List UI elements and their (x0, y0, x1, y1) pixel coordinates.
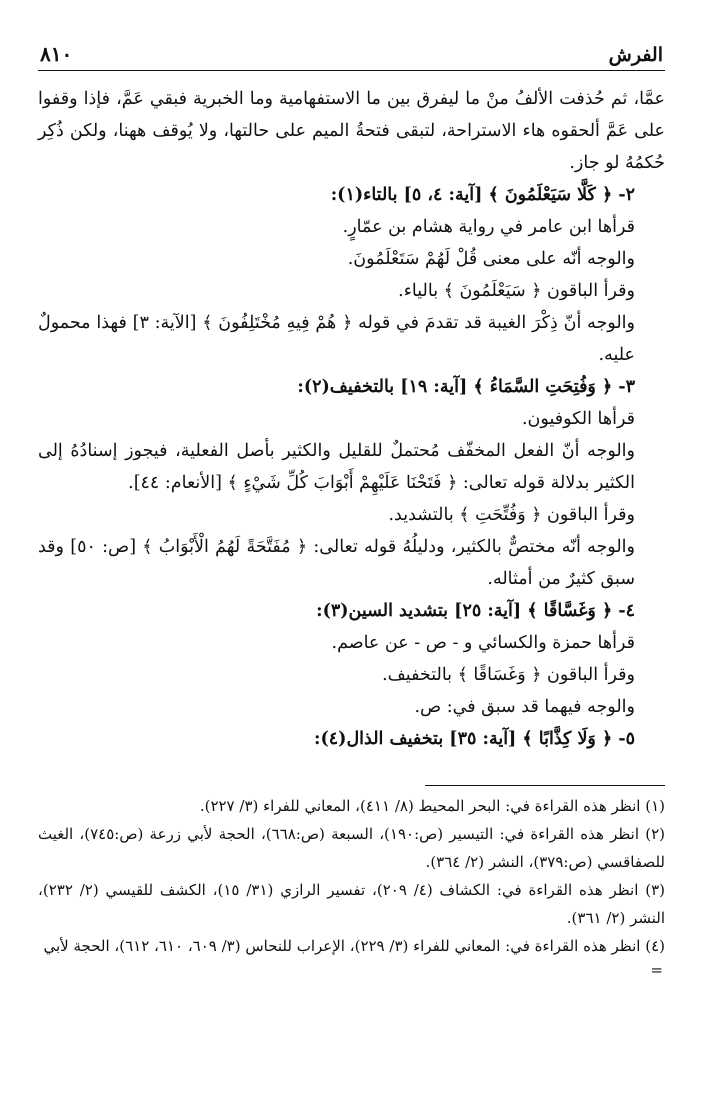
paragraph: وقرأ الباقون ﴿ وَغَسَاقًا ﴾ بالتخفيف. (382, 665, 635, 685)
paragraph: والوجه أنّه مختصٌّ بالكثير، ودليلُهُ قوله تعالى: ﴿ مُفَتَّحَةً لَهُمُ الْأَبْوَابُ ﴾ [ص: ٥٠] وقد سبق كثيرٌ من أمثاله. (38, 537, 635, 589)
paragraph: والوجه فيهما قد سبق في: ص. (414, 697, 635, 717)
continuation-mark: = (650, 961, 663, 979)
page-number: ٨١٠ (40, 42, 73, 66)
paragraph: قرأها حمزة والكسائي و - ص - عن عاصم. (331, 633, 635, 653)
paragraph-intro: عمَّا، ثم حُذفت الألفُ منْ ما ليفرق بين ما الاستفهامية وما الخبرية فبقي عَمَّ، فإذا وقفوا على عَمَّ ألحقوه هاء الاستراحة، لتبقى فتحةُ الميم على حالتها، ولا يُوقف ههنا، ولكن ذُكِر حُكمُهُ لو جاز. (38, 89, 665, 173)
paragraph: وقرأ الباقون ﴿ وَفُتِّحَتِ ﴾ بالتشديد. (388, 505, 635, 525)
footnote-rule (425, 785, 665, 786)
paragraph: والوجه أنّه على معنى قُلْ لَهُمْ سَتَعْلَمُونَ. (347, 249, 635, 269)
paragraph: وقرأ الباقون ﴿ سَيَعْلَمُونَ ﴾ بالياء. (398, 281, 635, 301)
main-text (38, 83, 665, 755)
footnote-1: (١) انظر هذه القراءة في: البحر المحيط (٨/ ٤١١)، المعاني للفراء (٣/ ٢٢٧). (199, 797, 665, 815)
paragraph: قرأها ابن عامر في رواية هشام بن عمّارٍ. (342, 217, 635, 237)
footnote-3: (٣) انظر هذه القراءة في: الكشاف (٤/ ٢٠٩)، تفسير الرازي (٣١/ ١٥)، الكشف للقيسي (٢/ ٢٣٢)، النشر (٢/ ٣٦١). (38, 881, 666, 927)
footnotes (38, 785, 665, 980)
paragraph: والوجه أنّ ذِكْرَ الغيبة قد تقدمَ في قوله ﴿ هُمْ فِيهِ مُخْتَلِفُونَ ﴾ [الآية: ٣] فهذا محمولٌ عليه. (38, 313, 635, 365)
footnote-4: (٤) انظر هذه القراءة في: المعاني للفراء (٣/ ٢٢٩)، الإعراب للنحاس (٣/ ٦٠٩، ٦١٠، ٦١٢)، الحجة لأبي (43, 937, 665, 955)
reading-item-5: ٥- ﴿ وَلَا كِذَّابًا ﴾ [آية: ٣٥] بتخفيف الذال(٤): (314, 729, 635, 749)
reading-item-2: ٢- ﴿ كَلَّا سَيَعْلَمُونَ ﴾ [آية: ٤، ٥] بالتاء(١): (330, 185, 635, 205)
paragraph: والوجه أنّ الفعل المخفّف مُحتملٌ للقليل والكثير بأصل الفعلية، فيجوز إسنادُهُ إلى الكثير بدلالة قوله تعالى: ﴿ فَتَحْنَا عَلَيْهِمْ أَبْوَابَ كُلِّ شَيْءٍ ﴾ [الأنعام: ٤٤]. (38, 441, 635, 493)
page-header (38, 42, 665, 71)
running-title: الفرش (608, 44, 663, 66)
footnote-2: (٢) انظر هذه القراءة في: التيسير (ص:١٩٠)، السبعة (ص:٦٦٨)، الحجة لأبي زرعة (ص:٧٤٥)، الغيث للصفاقسي (ص:٣٧٩)، النشر (٢/ ٣٦٤). (38, 825, 665, 871)
reading-item-4: ٤- ﴿ وَغَسَّاقًا ﴾ [آية: ٢٥] بتشديد السين(٣): (316, 601, 635, 621)
paragraph: قرأها الكوفيون. (521, 409, 635, 429)
reading-item-3: ٣- ﴿ وَفُتِحَتِ السَّمَاءُ ﴾ [آية: ١٩] بالتخفيف(٢): (297, 377, 635, 397)
